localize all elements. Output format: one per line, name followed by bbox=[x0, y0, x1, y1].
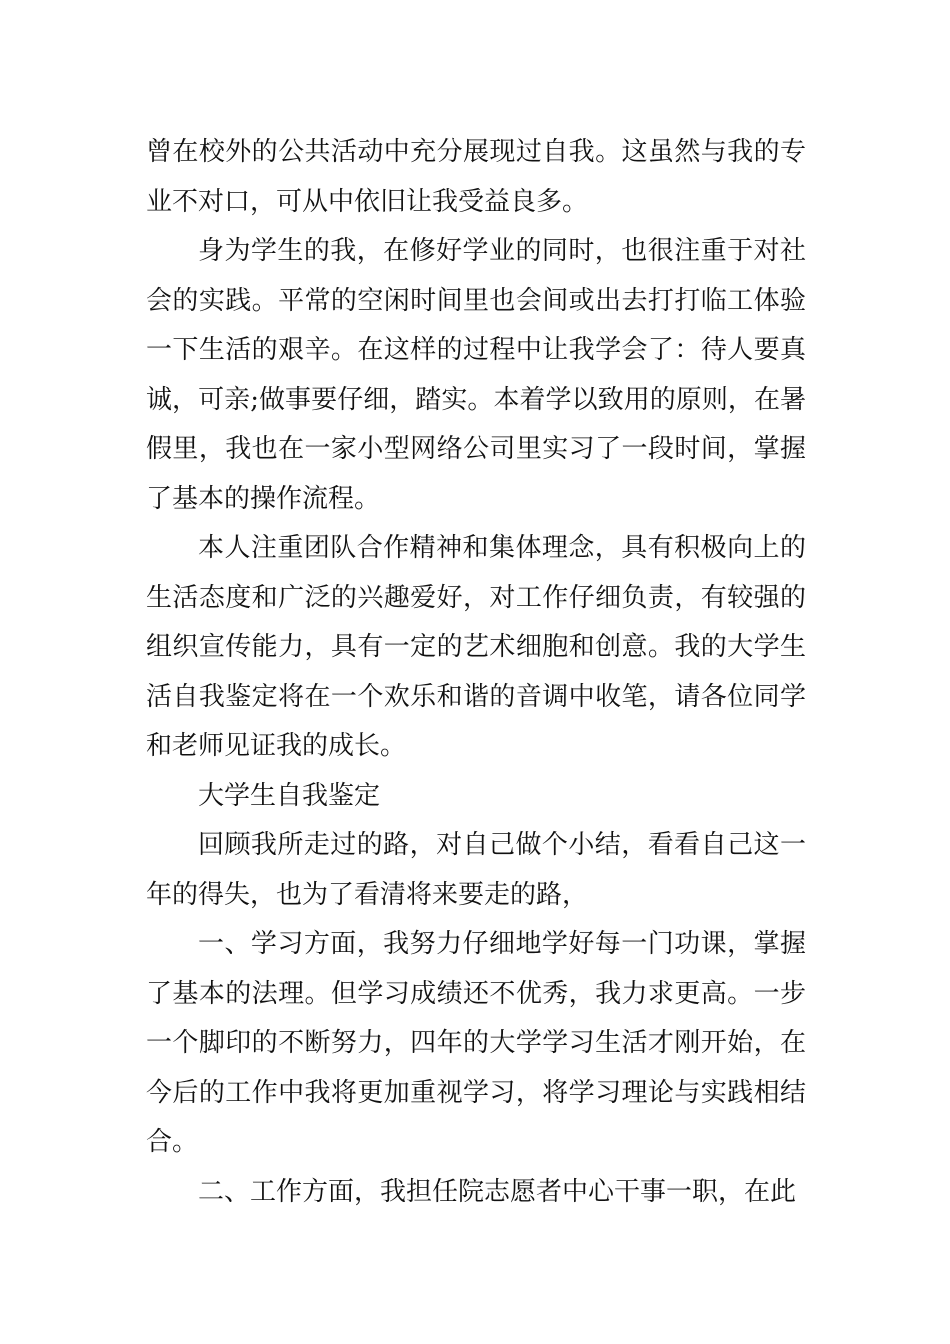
paragraph-1: 曾在校外的公共活动中充分展现过自我。这虽然与我的专业不对口，可从中依旧让我受益良多。 bbox=[146, 137, 806, 217]
section-paragraph-1: 回顾我所走过的路，对自己做个小结，看看自己这一年的得失，也为了看清将来要走的路， bbox=[146, 830, 806, 910]
section-title: 大学生自我鉴定 bbox=[198, 780, 381, 811]
section-paragraph-3: 二、工作方面，我担任院志愿者中心干事一职，在此 bbox=[198, 1176, 797, 1207]
section-paragraph-2: 一、学习方面，我努力仔细地学好每一门功课，掌握了基本的法理。但学习成绩还不优秀，我力求更高。一步一个脚印的不断努力，四年的大学学习生活才刚开始，在今后的工作中我将更加重视学习，将学习理论与实践相结合。 bbox=[146, 929, 806, 1157]
paragraph-2: 身为学生的我，在修好学业的同时，也很注重于对社会的实践。平常的空闲时间里也会间或出去打打临工体验一下生活的艰辛。在这样的过程中让我学会了：待人要真诚，可亲;做事要仔细，踏实。本着学以致用的原则，在暑假里，我也在一家小型网络公司里实习了一段时间，掌握了基本的操作流程。 bbox=[146, 236, 806, 514]
document-body bbox=[146, 128, 806, 1217]
paragraph-3: 本人注重团队合作精神和集体理念，具有积极向上的生活态度和广泛的兴趣爱好，对工作仔细负责，有较强的组织宣传能力，具有一定的艺术细胞和创意。我的大学生活自我鉴定将在一个欢乐和谐的音调中收笔，请各位同学和老师见证我的成长。 bbox=[146, 533, 806, 761]
